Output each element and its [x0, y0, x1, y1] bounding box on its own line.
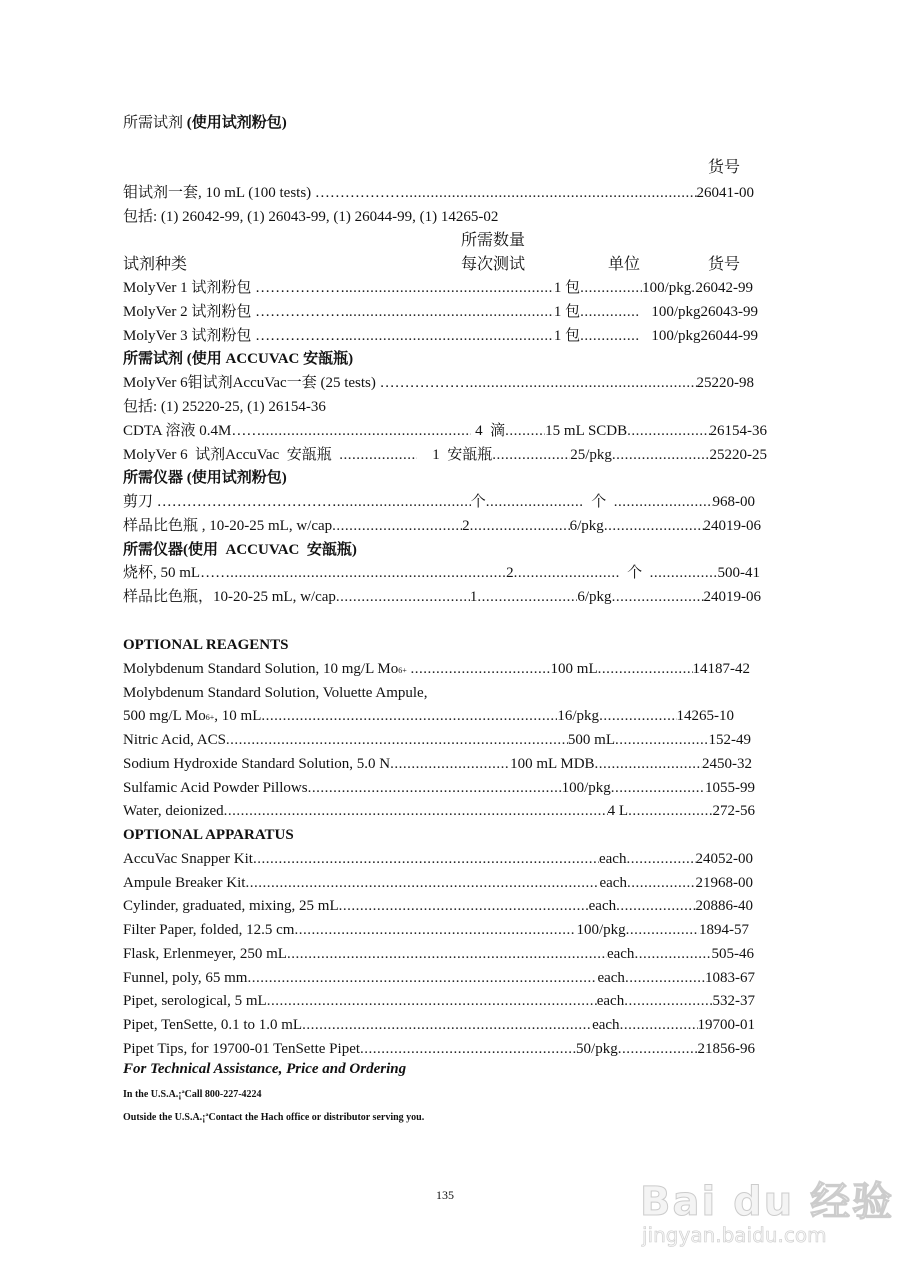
leader-dots [336, 587, 470, 607]
table-row [123, 849, 753, 869]
leader-dots [224, 801, 608, 821]
unit: 25/pkg [570, 447, 612, 463]
item-name: MolyVer 1 试剂粉包 ………………. [123, 280, 349, 296]
unit: each [598, 851, 627, 867]
table-row [123, 873, 753, 893]
quantity: 1 包 [553, 328, 581, 344]
leader-dots [505, 421, 545, 441]
item-name [123, 659, 411, 681]
unit: 100/pkg [642, 280, 692, 296]
table-row [123, 659, 750, 681]
table-row [123, 516, 761, 536]
catalog-number: 500-41 [717, 565, 760, 581]
unit: 个 [583, 494, 614, 510]
table-row [123, 421, 767, 441]
title-paren: (使用试剂粉包) [186, 115, 287, 131]
leader-dots [253, 849, 599, 869]
includes-line: 包括: (1) 25220-25, (1) 26154-36 [123, 399, 326, 415]
column-header-catalog: 货号 [708, 256, 741, 273]
table-row [123, 302, 759, 322]
title-bold: ACCUVAC [225, 542, 300, 558]
leader-dots [614, 492, 713, 512]
table-row [123, 326, 759, 346]
table-row [123, 563, 760, 583]
leader-dots [470, 373, 697, 393]
catalog-number: 25220-98 [696, 375, 754, 391]
item-name: MolyVer 2 试剂粉包 ………………. [123, 304, 349, 320]
watermark-url: jingyan.baidu.com [642, 1223, 827, 1247]
leader-dots [349, 278, 554, 298]
leader-dots [245, 873, 599, 893]
item-name: 钼试剂一套, 10 mL (100 tests) ……………… [123, 185, 405, 201]
ion-charge: 6+ [398, 666, 407, 675]
leader-dots [599, 706, 676, 726]
leader-dots [604, 516, 704, 536]
leader-dots [612, 445, 710, 465]
item-name: 样品比色瓶 , 10-20-25 mL, w/cap [123, 518, 333, 534]
quantity: 2 [462, 518, 470, 534]
column-header-qty-line2: 每次测试 [461, 256, 526, 273]
section-title-reagents-powder [123, 113, 287, 133]
item-name: AccuVac Snapper Kit [123, 851, 253, 867]
leader-dots [580, 302, 640, 322]
leader-dots [349, 302, 554, 322]
name-text: 500 mg/L Mo [123, 708, 206, 724]
section-title-reagents-accuvac [123, 349, 353, 369]
table-row [123, 754, 752, 774]
leader-dots [627, 873, 696, 893]
catalog-number: 26041-00 [696, 185, 754, 201]
leader-dots [514, 563, 620, 583]
section-title-optional-apparatus: OPTIONAL APPARATUS [123, 827, 294, 843]
leader-dots [332, 516, 462, 536]
leader-dots [261, 706, 557, 726]
leader-dots [339, 896, 589, 916]
leader-dots [612, 587, 704, 607]
item-name: MolyVer 3 试剂粉包 ………………. [123, 328, 349, 344]
unit: 个 [619, 565, 650, 581]
leader-dots [308, 778, 562, 798]
table-row [123, 920, 749, 940]
catalog-number: 26043-99 [700, 304, 759, 320]
item-name: CDTA 溶液 0.4M…… [123, 423, 262, 439]
item-name: Pipet, serological, 5 mL [123, 993, 267, 1009]
unit: each [588, 898, 617, 914]
unit: 16/pkg [557, 708, 600, 724]
title-text: 所需试剂 [123, 115, 187, 131]
leader-dots [611, 778, 705, 798]
unit: 4 L [607, 803, 629, 819]
contact-outside: Outside the U.S.A.¡ªContact the Hach office or distributor serving you. [123, 1112, 425, 1123]
table-row [123, 968, 755, 988]
catalog-number: 1055-99 [705, 780, 755, 796]
quantity: 2 [506, 565, 514, 581]
leader-dots [267, 991, 597, 1011]
leader-dots [625, 968, 705, 988]
table-row [123, 896, 753, 916]
catalog-number: 20886-40 [695, 898, 753, 914]
leader-dots [595, 754, 702, 774]
leader-dots [360, 1039, 576, 1059]
leader-dots [339, 445, 417, 465]
catalog-number: 21856-96 [697, 1041, 755, 1057]
leader-dots [294, 920, 576, 940]
unit: 100/pkg [561, 780, 611, 796]
catalog-number: 19700-01 [697, 1017, 755, 1033]
leader-dots [261, 421, 471, 441]
leader-dots [627, 421, 709, 441]
leader-dots [615, 730, 708, 750]
title-bold: ACCUVAC [225, 351, 300, 367]
table-row [123, 278, 753, 298]
title-suffix: 安瓿瓶) [299, 351, 354, 367]
section-title-optional-reagents: OPTIONAL REAGENTS [123, 637, 289, 653]
item-name: Pipet, TenSette, 0.1 to 1.0 mL [123, 1017, 303, 1033]
table-row [123, 944, 754, 964]
table-row [123, 730, 751, 750]
item-name: Ampule Breaker Kit [123, 875, 246, 891]
leader-dots [247, 968, 597, 988]
item-name: Flask, Erlenmeyer, 250 mL [123, 946, 287, 962]
leader-dots [470, 516, 570, 536]
table-row [123, 1039, 755, 1059]
catalog-number: 26042-99 [695, 280, 753, 296]
leader-dots [302, 1015, 592, 1035]
unit: each [592, 1017, 620, 1033]
unit: each [606, 946, 635, 962]
leader-dots [620, 1015, 698, 1035]
title-text: 所需仪器(使用 [123, 542, 226, 558]
catalog-number: 21968-00 [695, 875, 753, 891]
unit: 100/pkg [640, 304, 701, 320]
unit: each [596, 993, 625, 1009]
unit: 6/pkg [577, 589, 612, 605]
quantity: 1 安瓿瓶 [417, 447, 493, 463]
quantity: 个 [470, 494, 486, 510]
quantity: 1 包 [553, 280, 581, 296]
leader-dots [580, 326, 640, 346]
contact-usa: In the U.S.A.¡ªCall 800-227-4224 [123, 1089, 262, 1100]
section-title-apparatus-accuvac [123, 540, 357, 560]
catalog-number: 26044-99 [700, 328, 759, 344]
item-name: Sodium Hydroxide Standard Solution, 5.0 N [123, 756, 391, 772]
leader-dots [616, 896, 695, 916]
watermark-logo: Bai du 经验 [640, 1179, 895, 1225]
includes-line: 包括: (1) 26042-99, (1) 26043-99, (1) 26044-99, (1) 14265-02 [123, 209, 499, 225]
leader-dots [634, 944, 711, 964]
title-suffix: 安瓿瓶) [299, 542, 357, 558]
kit-row [123, 183, 754, 203]
catalog-number: 24019-06 [703, 589, 761, 605]
leader-dots [477, 587, 577, 607]
name-suffix: , 10 mL [214, 708, 262, 724]
table-row [123, 778, 755, 798]
catalog-number: 14265-10 [676, 708, 734, 724]
catalog-number: 968-00 [712, 494, 755, 510]
item-name: 样品比色瓶，10-20-25 mL, w/cap [123, 589, 336, 605]
table-row [123, 1015, 755, 1035]
item-name: Pipet Tips, for 19700-01 TenSette Pipet [123, 1041, 361, 1057]
item-name: Funnel, poly, 65 mm [123, 970, 248, 986]
catalog-number: 26154-36 [709, 423, 767, 439]
page-number: 135 [436, 1188, 454, 1202]
title-text: 所需试剂 (使用 [123, 351, 226, 367]
catalog-number: 1894-57 [699, 922, 749, 938]
name-text: Molybdenum Standard Solution, 10 mg/L Mo [123, 661, 399, 677]
leader-dots [626, 920, 699, 940]
leader-dots [411, 659, 551, 679]
item-name [123, 706, 261, 728]
quantity: 1 包 [553, 304, 581, 320]
quantity: 1 [469, 589, 478, 605]
catalog-number: 152-49 [708, 732, 751, 748]
catalog-number: 24019-06 [703, 518, 761, 534]
leader-dots [624, 991, 712, 1011]
baidu-jingyan-watermark [640, 1170, 894, 1247]
ion-charge: 6+ [205, 713, 215, 722]
leader-dots [492, 445, 570, 465]
catalog-number: 2450-32 [702, 756, 752, 772]
leader-dots [349, 326, 554, 346]
catalog-number: 25220-25 [709, 447, 767, 463]
item-name-continued: Molybdenum Standard Solution, Voluette Ampule, [123, 685, 428, 701]
catalog-number: 1083-67 [705, 970, 755, 986]
leader-dots [598, 659, 693, 679]
table-row [123, 492, 755, 512]
item-name: Filter Paper, folded, 12.5 cm [123, 922, 295, 938]
unit: 100/pkg [640, 328, 701, 344]
column-header-unit: 单位 [608, 256, 641, 273]
column-header-qty-line1: 所需数量 [461, 232, 526, 249]
item-name: 烧杯, 50 mL…… [123, 565, 231, 581]
item-name: 剪刀 ……………………………… [123, 494, 337, 510]
unit: 15 mL SCDB [545, 423, 628, 439]
catalog-header: 货号 [708, 159, 741, 176]
leader-dots [628, 801, 712, 821]
leader-dots [226, 730, 568, 750]
leader-dots [390, 754, 510, 774]
unit: each [599, 875, 627, 891]
unit: 50/pkg [576, 1041, 618, 1057]
catalog-number: 272-56 [712, 803, 755, 819]
unit: 100 mL MDB [510, 756, 595, 772]
leader-dots [230, 563, 506, 583]
leader-dots [580, 278, 642, 298]
table-row [123, 587, 761, 607]
table-row [123, 801, 755, 821]
item-name: Nitric Acid, ACS [123, 732, 226, 748]
leader-dots [626, 849, 695, 869]
item-name: Water, deionized [123, 803, 224, 819]
catalog-number: 14187-42 [692, 661, 750, 677]
unit: each [597, 970, 625, 986]
catalog-number: 24052-00 [695, 851, 753, 867]
item-name: MolyVer 6 试剂AccuVac 安瓿瓶 [123, 447, 340, 463]
catalog-number: 505-46 [711, 946, 754, 962]
leader-dots [287, 944, 607, 964]
leader-dots [618, 1039, 698, 1059]
table-row [123, 991, 755, 1011]
unit: 6/pkg [569, 518, 604, 534]
leader-dots [337, 492, 471, 512]
contact-heading: For Technical Assistance, Price and Ordering [123, 1061, 407, 1077]
item-name: Cylinder, graduated, mixing, 25 mL [123, 898, 339, 914]
item-name: MolyVer 6钼试剂AccuVac一套 (25 tests) ……………… [123, 375, 470, 391]
leader-dots [405, 183, 697, 203]
unit: 100 mL [550, 661, 598, 677]
section-title-apparatus-powder: 所需仪器 (使用试剂粉包) [123, 470, 287, 486]
unit: 100/pkg [576, 922, 626, 938]
table-row [123, 706, 734, 728]
catalog-number: 532-37 [712, 993, 755, 1009]
table-row [123, 445, 767, 465]
leader-dots [486, 492, 584, 512]
unit: 500 mL [567, 732, 616, 748]
quantity: 4 滴 [471, 423, 506, 439]
item-name: Sulfamic Acid Powder Pillows [123, 780, 308, 796]
column-header-type: 试剂种类 [123, 256, 188, 273]
leader-dots [650, 563, 718, 583]
kit-row [123, 373, 754, 393]
